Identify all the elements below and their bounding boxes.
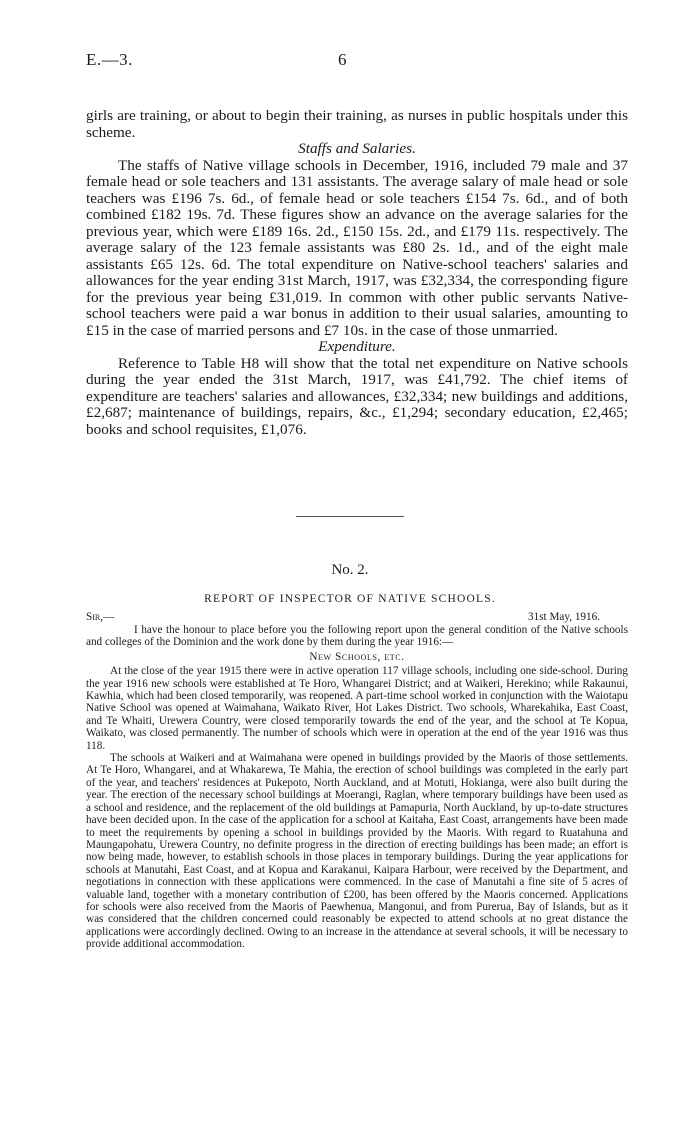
report-body xyxy=(86,611,628,951)
document-reference: E.—3. xyxy=(86,50,133,69)
report-paragraph-2: The schools at Waikeri and at Waimahana were opened in buildings provided by the Maoris of those settlements. At Te Horo, Whangarei, and at Whakarewa, Te Mahia, the erection of school buildings was completed in the early part of the year, and teachers' residences at Pukepoto, North Auckland, and at Motuti, Hokianga, were also built during the year. The erection of the necessary school buildings at Moerangi, Raglan, where temporary buildings have been used as a school and residence, and the replacement of the old buildings at Pamapuria, North Auckland, by up-to-date structures have been decided upon. In the case of the application for a school at Kaitaha, East Coast, arrangements have been made to meet the requirements by opening a school in buildings provided by the Maoris. With regard to Ruatahuna and Maungapohatu, Urewera Country, no definite progress in the direction of erecting buildings has been made; an effort is now being made, however, to establish schools in those places in temporary buildings. During the year applications for schools at Manutahi, East Coast, and at Kopua and Karakanui, Kaipara Harbour, were received by the Department, and negotiations in connection with these applications were commenced. In the case of Manutahi a fine site of 5 acres of valuable land, together with a monetary contribution of £200, has been offered by the Maoris concerned. Applications for schools were also received from the Maoris of Paewhenua, Mangonui, and from Purerua, Bay of Islands, but as it was considered that the children concerned could reasonably be expected to attend schools at no great distance the applications were accordingly declined. Owing to an increase in the attendance at several schools, it will be necessary to provide additional accommodation. xyxy=(86,752,628,951)
continuation-paragraph: girls are training, or about to begin their training, as nurses in public hospitals under this scheme. xyxy=(86,107,628,141)
section-divider xyxy=(296,516,404,517)
report-title: REPORT OF INSPECTOR OF NATIVE SCHOOLS. xyxy=(204,593,496,605)
report-number: No. 2. xyxy=(331,562,369,578)
new-schools-heading: New Schools, etc. xyxy=(309,650,405,663)
salutation-line xyxy=(86,611,628,624)
report-date: 31st May, 1916. xyxy=(528,611,600,623)
report-paragraph-1: At the close of the year 1915 there were in active operation 117 village schools, including one side-school. During the year 1916 new schools were established at Te Horo, Whangarei District; and at Waikeri, Herekino; while Rakaunui, Kawhia, which had been closed temporarily, was reopened. A part-time school worked in conjunction with the Waiotapu Native School was opened at Waimahana, Waikato River, Hot Lakes District. Two schools, Wharekahika, East Coast, and Te Whaiti, Urewera Country, were closed temporarily towards the end of the year, and the school at Te Kopua, Waikato, was closed permanently. The number of schools which were in operation at the end of the year 1916 was thus 118. xyxy=(86,665,628,752)
intro-paragraph: I have the honour to place before you the following report upon the general condition of the Native schools and colleges of the Dominion and the work done by them during the year 1916:— xyxy=(86,624,628,649)
staffs-heading: Staffs and Salaries. xyxy=(298,140,416,157)
page-number: 6 xyxy=(338,50,347,69)
expenditure-heading: Expenditure. xyxy=(318,338,396,355)
upper-section xyxy=(86,108,628,438)
salutation: Sir,— xyxy=(86,611,115,623)
staffs-paragraph: The staffs of Native village schools in December, 1916, included 79 male and 37 female head or sole teachers and 131 assistants. The average salary of male head or sole teachers was £196 7s. 6d., of female head or sole teachers £154 7s. 6d., and of both combined £182 19s. 7d. These figures show an advance on the average salaries for the previous year, which were £189 16s. 2d., £150 15s. 2d., and £179 11s. respectively. The average salary of the 123 female assistants was £80 2s. 1d., and of the eight male assistants £65 12s. 6d. The total expenditure on Native-school teachers' salaries and allowances for the year ending 31st March, 1917, was £32,334, the corresponding figure for the previous year being £31,019. In common with other public servants Native-school teachers were paid a war bonus in addition to their usual salaries, amounting to £15 in the case of married persons and £7 10s. in the case of those unmarried. xyxy=(86,156,628,339)
expenditure-paragraph: Reference to Table H8 will show that the total net expenditure on Native schools during the year ended the 31st March, 1917, was £41,792. The chief items of expenditure are teachers' salaries and allowances, £32,334; new buildings and additions, £2,687; maintenance of buildings, repairs, &c., £1,294; secondary education, £2,465; books and school requisites, £1,076. xyxy=(86,354,628,438)
